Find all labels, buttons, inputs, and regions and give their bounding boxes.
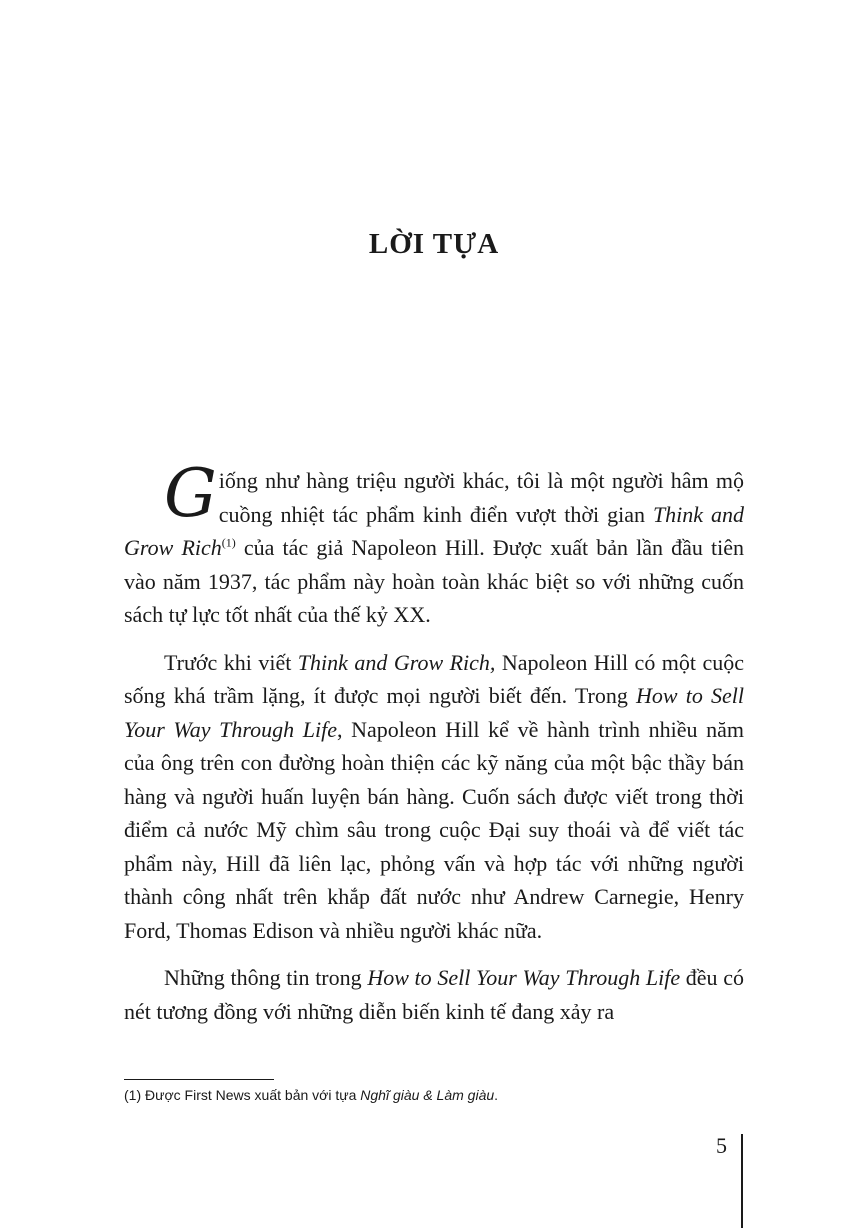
footnote-divider bbox=[124, 1079, 274, 1080]
text-segment: đều có nét tương đồng với những diễn biến kinh tế đang xảy ra bbox=[124, 965, 744, 1024]
text-segment: Trước khi viết bbox=[164, 649, 298, 675]
drop-cap: G bbox=[164, 455, 217, 532]
paragraph-2 bbox=[124, 646, 744, 948]
text-segment: Napoleon Hill có một cuộc sống khá trầm lặng, ít được mọi người biết đến. Trong bbox=[124, 649, 744, 708]
footnote-text: (1) Được First News xuất bản với tựa bbox=[124, 1087, 361, 1103]
paragraph-1 bbox=[124, 455, 744, 632]
footnote-book-title: Nghĩ giàu & Làm giàu bbox=[360, 1087, 495, 1103]
book-title-italic: How to Sell Your Way Through Life bbox=[124, 683, 744, 742]
footnote-text: . bbox=[494, 1087, 499, 1103]
book-title-italic: How to Sell Your Way Through Life bbox=[367, 965, 681, 990]
footnote-reference: (1) bbox=[221, 535, 236, 550]
paragraph-3 bbox=[124, 961, 744, 1028]
book-title-italic: Think and Grow Rich, bbox=[297, 649, 496, 675]
page-edge-rule bbox=[741, 1134, 743, 1228]
book-title-italic: Think and Grow Rich bbox=[124, 501, 744, 560]
text-segment: của tác giả Napoleon Hill. Được xuất bản lần đầu tiên vào năm 1937, tác phẩm này hoàn toàn khác biệt so với những cuốn sách tự lực tốt nhất của thế kỷ XX. bbox=[124, 535, 744, 627]
body-text bbox=[124, 455, 744, 1042]
page-number: 5 bbox=[716, 1133, 727, 1158]
text-segment: iống như hàng triệu người khác, tôi là một người hâm mộ cuồng nhiệt tác phẩm kinh điển vượt thời gian bbox=[218, 468, 744, 527]
footnote bbox=[124, 1086, 744, 1104]
text-segment: , Napoleon Hill kể về hành trình nhiều năm của ông trên con đường hoàn thiện các kỹ năng của một bậc thầy bán hàng và người huấn luyện bán hàng. Cuốn sách được viết trong thời điểm cả nước Mỹ chìm sâu trong cuộc Đại suy thoái và để viết tác phẩm này, Hill đã liên lạc, phỏng vấn và hợp tác với những người thành công nhất trên khắp đất nước như Andrew Carnegie, Henry Ford, Thomas Edison và nhiều người khác nữa. bbox=[124, 716, 744, 943]
text-segment: Những thông tin trong bbox=[164, 965, 368, 990]
chapter-title: LỜI TỰA bbox=[368, 228, 500, 260]
